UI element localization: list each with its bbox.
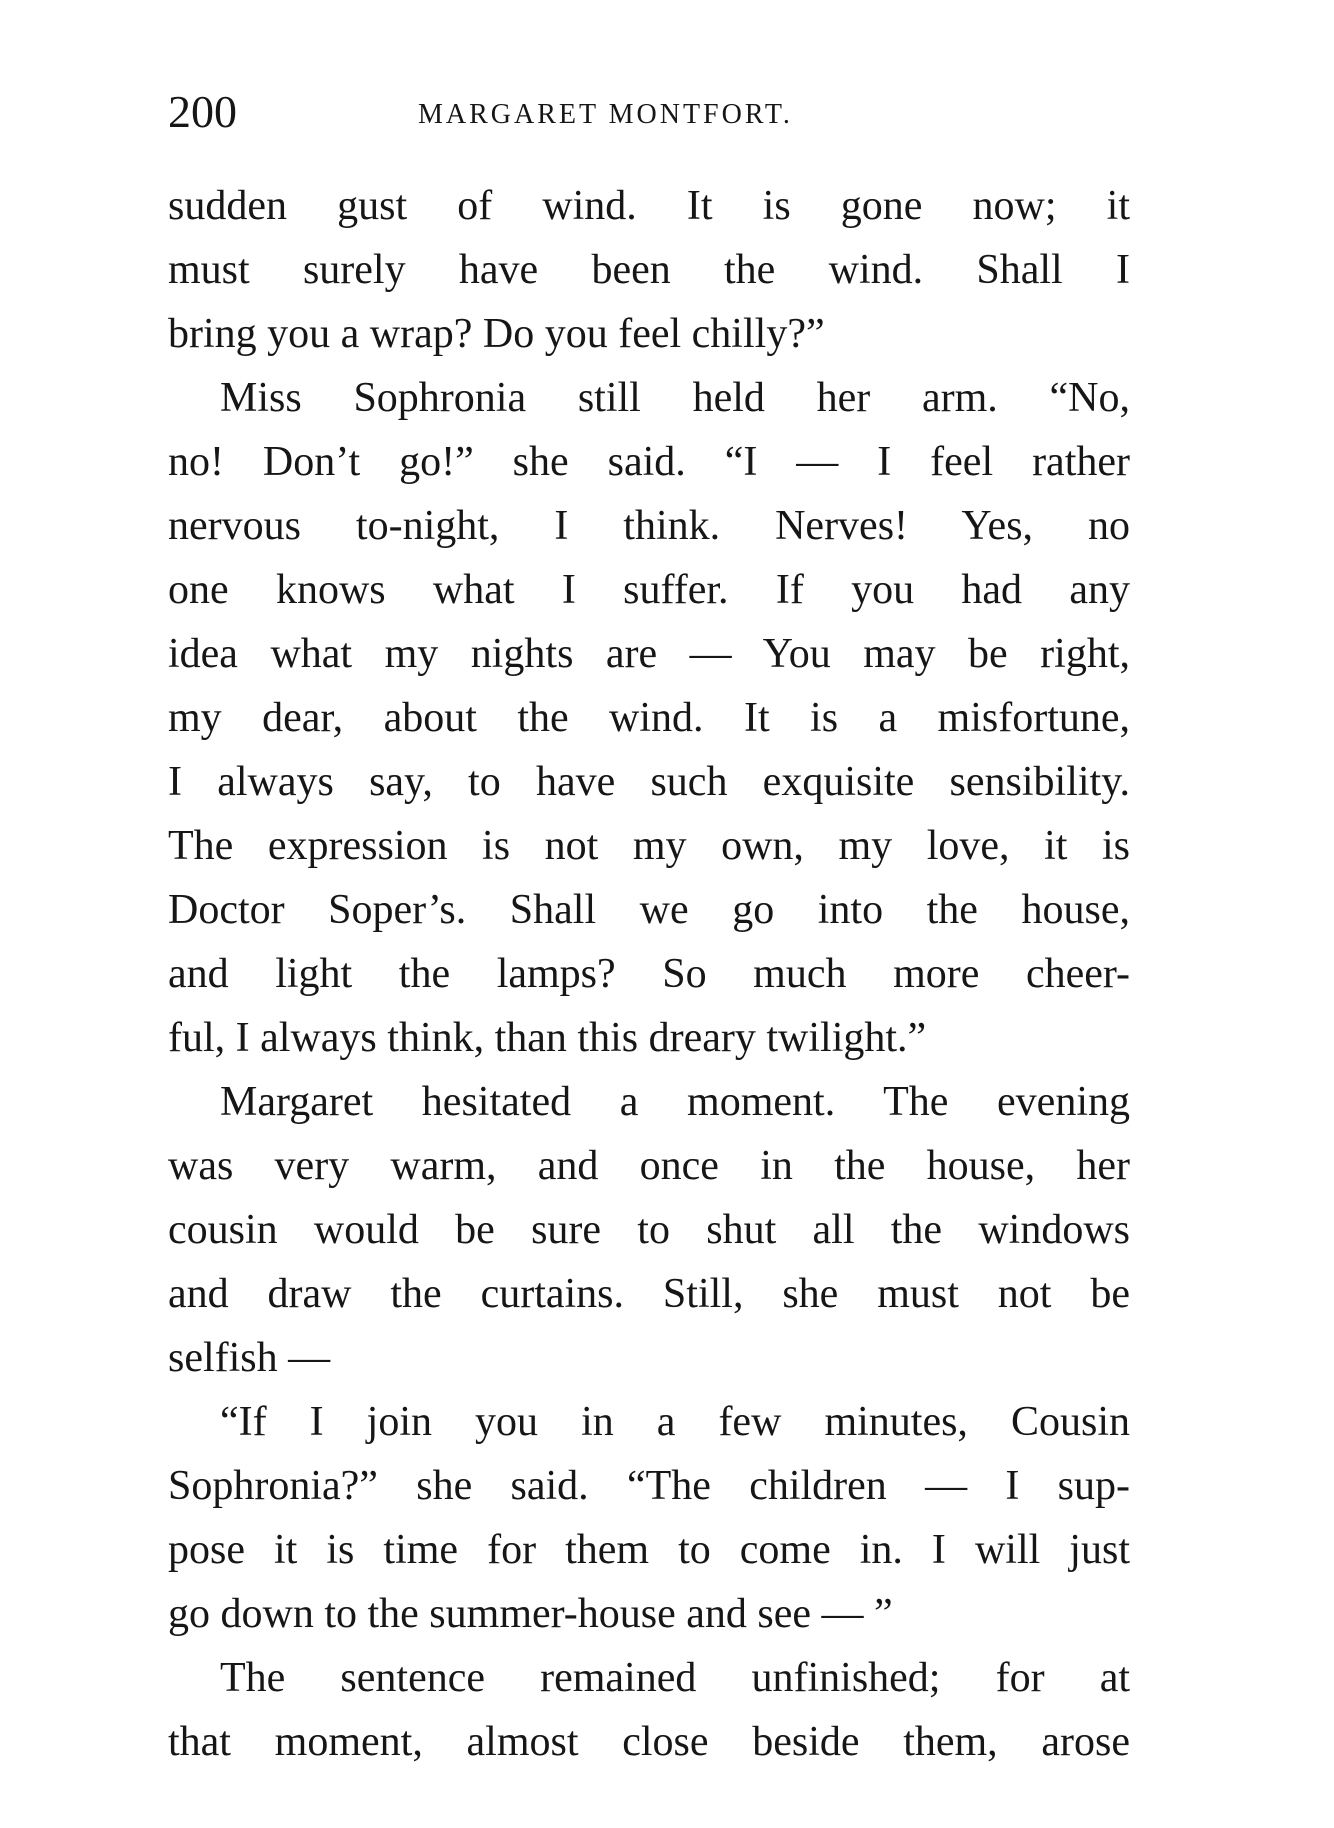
- text-line: go down to the summer-house and see — ”: [168, 1591, 893, 1637]
- text-line-row: [168, 814, 1130, 878]
- text-line-row: [168, 1582, 1130, 1646]
- text-line: one knows what I suffer. If you had any: [168, 567, 1130, 613]
- running-head: MARGARET MONTFORT.: [418, 99, 793, 130]
- text-line-row: [168, 1518, 1130, 1582]
- text-line: I always say, to have such exquisite sensibility.: [168, 759, 1130, 805]
- text-line-row: [168, 622, 1130, 686]
- text-line: The sentence remained unfinished; for at: [220, 1655, 1130, 1701]
- text-line-row: [168, 366, 1130, 430]
- text-line-row: [168, 1006, 1130, 1070]
- text-line-row: [168, 1198, 1130, 1262]
- text-line-row: [168, 1134, 1130, 1198]
- text-line: bring you a wrap? Do you feel chilly?”: [168, 311, 825, 357]
- body-text: [168, 174, 1130, 1774]
- text-line: “If I join you in a few minutes, Cousin: [220, 1399, 1130, 1445]
- text-line: was very warm, and once in the house, her: [168, 1143, 1130, 1189]
- text-line-row: [168, 558, 1130, 622]
- text-line-row: [168, 238, 1130, 302]
- text-line: nervous to-night, I think. Nerves! Yes, no: [168, 503, 1130, 549]
- text-line: Margaret hesitated a moment. The evening: [220, 1079, 1130, 1125]
- text-line-row: [168, 494, 1130, 558]
- page-number: 200: [168, 86, 237, 137]
- text-line: must surely have been the wind. Shall I: [168, 247, 1130, 293]
- text-line: my dear, about the wind. It is a misfortune,: [168, 695, 1130, 741]
- text-line-row: [168, 942, 1130, 1006]
- text-line: The expression is not my own, my love, it is: [168, 823, 1130, 869]
- text-line-row: [168, 1454, 1130, 1518]
- text-line: Doctor Soper’s. Shall we go into the house,: [168, 887, 1130, 933]
- text-line: selfish —: [168, 1335, 331, 1381]
- text-line-row: [168, 430, 1130, 494]
- text-line-row: [168, 1262, 1130, 1326]
- text-line-row: [168, 878, 1130, 942]
- page-header: [168, 82, 1128, 142]
- text-line: Sophronia?” she said. “The children — I sup-: [168, 1463, 1130, 1509]
- text-line: and draw the curtains. Still, she must not be: [168, 1271, 1130, 1317]
- text-line-row: [168, 686, 1130, 750]
- text-line: idea what my nights are — You may be right,: [168, 631, 1130, 677]
- text-line: sudden gust of wind. It is gone now; it: [168, 183, 1130, 229]
- text-line-row: [168, 174, 1130, 238]
- text-line: pose it is time for them to come in. I will just: [168, 1527, 1130, 1573]
- text-line-row: [168, 750, 1130, 814]
- text-line: and light the lamps? So much more cheer-: [168, 951, 1130, 997]
- text-line-row: [168, 1070, 1130, 1134]
- text-line: ful, I always think, than this dreary twilight.”: [168, 1015, 927, 1061]
- text-line: Miss Sophronia still held her arm. “No,: [220, 375, 1130, 421]
- text-line-row: [168, 1390, 1130, 1454]
- text-line: no! Don’t go!” she said. “I — I feel rather: [168, 439, 1130, 485]
- text-line-row: [168, 302, 1130, 366]
- text-line-row: [168, 1646, 1130, 1710]
- text-line: cousin would be sure to shut all the windows: [168, 1207, 1130, 1253]
- text-line-row: [168, 1710, 1130, 1774]
- text-line: that moment, almost close beside them, arose: [168, 1719, 1130, 1765]
- text-line-row: [168, 1326, 1130, 1390]
